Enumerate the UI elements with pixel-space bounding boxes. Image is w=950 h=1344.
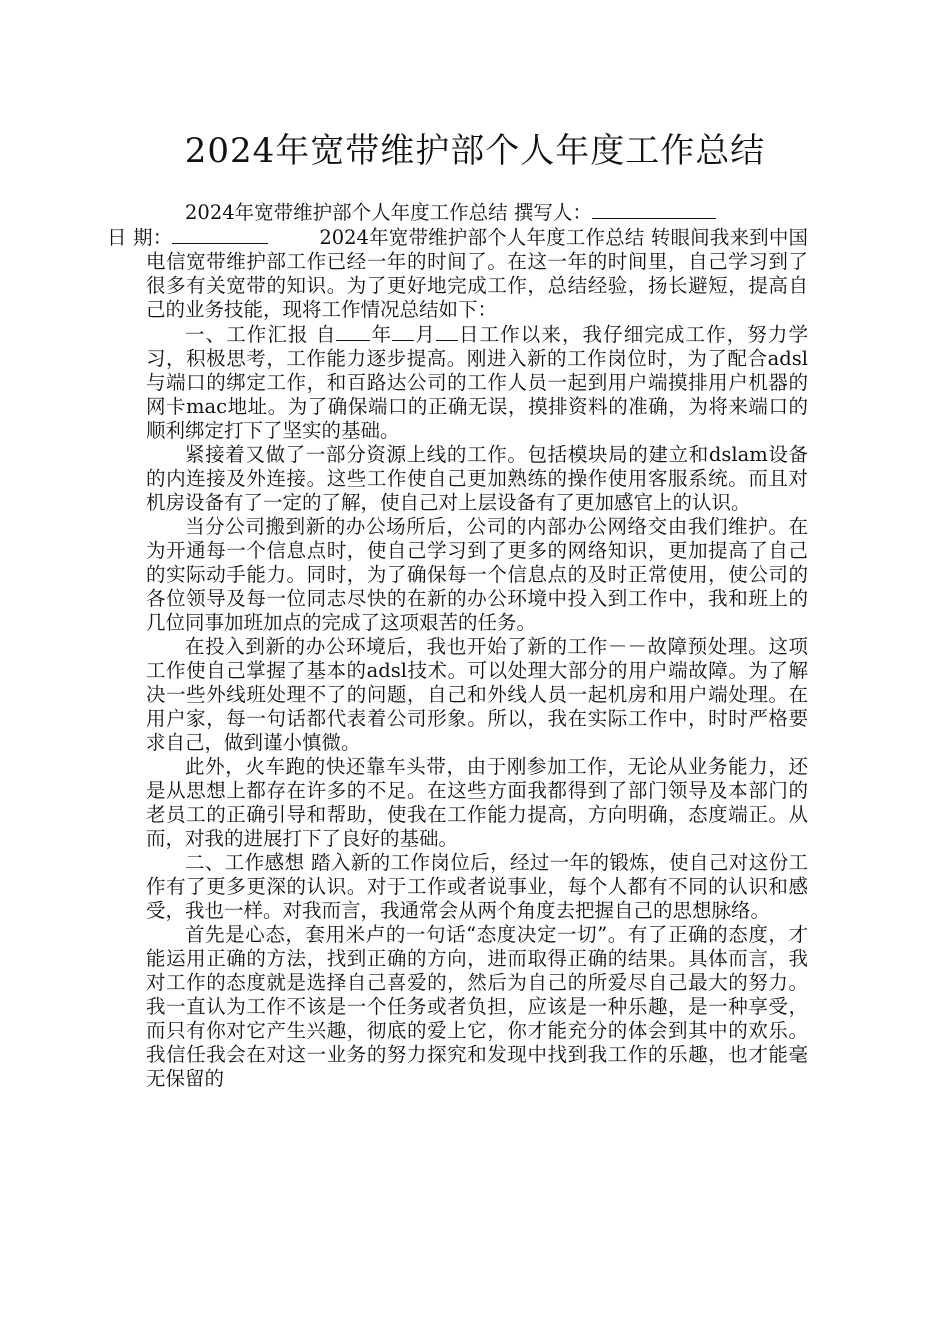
month-blank xyxy=(392,322,414,341)
header-line xyxy=(107,200,808,322)
body-paragraph: 紧接着又做了一部分资源上线的工作。包括模块局的建立和dslam设备的内连接及外连接。这些工作使自己更加熟练的操作使用客服系统。而且对机房设备有了一定的了解，使自己对上层设备有了更加感官上的认识。 xyxy=(146,443,808,514)
body-paragraph: 当分公司搬到新的办公场所后，公司的内部办公网络交由我们维护。在为开通每一个信息点时，使自己学习到了更多的网络知识，更加提高了自己的实际动手能力。同时，为了确保每一个信息点的及时正常使用，使公司的各位领导及每一位同志尽快的在新的办公环境中投入到工作中，我和班上的几位同事加班加点的完成了这项艰苦的任务。 xyxy=(146,515,808,634)
date-label: 日 期： xyxy=(107,226,173,249)
year-label: 年 xyxy=(370,323,393,346)
document-title: 2024年宽带维护部个人年度工作总结 xyxy=(184,131,766,171)
intro-paragraph: 2024年宽带维护部个人年度工作总结 转眼间我来到中国电信宽带维护部工作已经一年的时间了。在这一年的时间里，自己学习到了很多有关宽带的知识。为了更好地完成工作，总结经验，扬长避短，提高自己的业务技能，现将工作情况总结如下： xyxy=(146,226,808,321)
day-blank xyxy=(436,322,458,341)
body-paragraph: 此外，火车跑的快还靠车头带，由于刚参加工作，无论从业务能力，还是从思想上都存在许多的不足。在这些方面我都得到了部门领导及本部门的老员工的正确引导和帮助，使我在工作能力提高，方向明确，态度端正。从而，对我的进展打下了良好的基础。 xyxy=(146,755,808,850)
author-label: 2024年宽带维护部个人年度工作总结 撰写人： xyxy=(185,201,592,224)
year-blank xyxy=(336,322,370,341)
document-body xyxy=(107,200,808,1091)
section1-paragraph xyxy=(146,322,808,443)
author-blank xyxy=(592,200,716,219)
month-label: 月 xyxy=(414,323,436,346)
body-paragraph: 二、工作感想 踏入新的工作岗位后，经过一年的锻炼，使自己对这份工作有了更多更深的认识。对于工作或者说事业，每个人都有不同的认识和感受，我也一样。对我而言，我通常会从两个角度去把握自己的思想脉络。 xyxy=(146,851,808,922)
section1-heading: 一、工作汇报 自 xyxy=(185,323,337,346)
body-paragraph: 首先是心态，套用米卢的一句话“态度决定一切”。有了正确的态度，才能运用正确的方法，找到正确的方向，进而取得正确的结果。具体而言，我对工作的态度就是选择自己喜爱的，然后为自己的所爱尽自己最大的努力。我一直认为工作不该是一个任务或者负担，应该是一种乐趣，是一种享受，而只有你对它产生兴趣，彻底的爱上它，你才能充分的体会到其中的欢乐。我信任我会在对这一业务的努力探究和发现中找到我工作的乐趣，也才能毫无保留的 xyxy=(146,923,808,1090)
section1-text: 日工作以来，我仔细完成工作，努力学习，积极思考，工作能力逐步提高。刚进入新的工作岗位时，为了配合adsl与端口的绑定工作，和百路达公司的工作人员一起到用户端摸排用户机器的网卡mac地址。为了确保端口的正确无误，摸排资料的准确，为将来端口的顺利绑定打下了坚实的基础。 xyxy=(146,323,808,442)
date-blank xyxy=(172,225,268,244)
body-paragraph: 在投入到新的办公环境后，我也开始了新的工作－－故障预处理。这项工作使自己掌握了基本的adsl技术。可以处理大部分的用户端故障。为了解决一些外线班处理不了的问题，自己和外线人员一起机房和用户端处理。在用户家，每一句话都代表着公司形象。所以，我在实际工作中，时时严格要求自己，做到谨小慎微。 xyxy=(146,635,808,754)
